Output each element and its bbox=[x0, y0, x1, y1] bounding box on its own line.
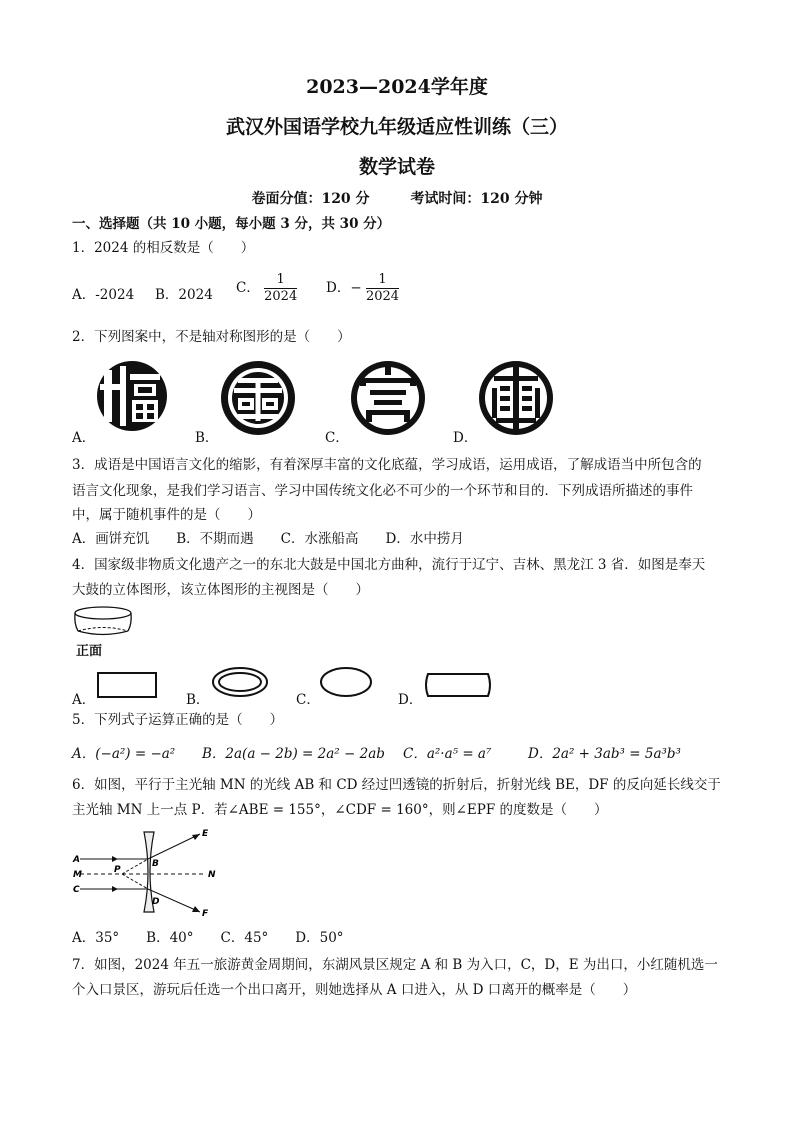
q4-line1: 4．国家级非物质文化遗产之一的东北大鼓是中国北方曲种，流行于辽宁、吉林、黑龙江 3 省．如图是奉天 bbox=[72, 557, 706, 573]
q2-option-c: C． bbox=[325, 430, 349, 446]
q3-line3: 中，属于随机事件的是（ ） bbox=[72, 507, 261, 523]
score-label: 卷面分值：120 分 bbox=[251, 191, 370, 207]
q2-option-d: D． bbox=[453, 430, 478, 446]
fraction-denominator: 2024 bbox=[264, 289, 298, 304]
q1-d-fraction bbox=[366, 272, 399, 305]
drum-3d-figure-icon bbox=[72, 604, 136, 640]
section-title: 一、选择题（共 10 小题，每小题 3 分，共 30 分） bbox=[72, 216, 391, 232]
q4-option-c: C． bbox=[296, 692, 320, 708]
q4-line2: 大鼓的立体图形，该立体图形的主视图是（ ） bbox=[72, 582, 369, 598]
fraction-denominator: 2024 bbox=[365, 289, 400, 304]
q6-line2: 主光轴 MN 上一点 P．若∠ABE = 155°，∠CDF = 160°，则∠EPF 的度数是（ ） bbox=[72, 802, 608, 818]
front-view-label: 正面 bbox=[76, 644, 103, 659]
q1-c-fraction bbox=[264, 272, 297, 305]
q5-stem: 5．下列式子运算正确的是（ ） bbox=[72, 712, 284, 728]
exam-title: 武汉外国语学校九年级适应性训练（三） bbox=[225, 116, 568, 138]
fraction-numerator: 1 bbox=[366, 272, 399, 289]
label-N: N bbox=[208, 870, 216, 880]
q1-option-d bbox=[326, 272, 399, 305]
ellipse-view-icon bbox=[318, 664, 374, 700]
q3-line2: 语言文化现象，是我们学习语言、学习中国传统文化必不可少的一个环节和目的．下列成语所描述的事件 bbox=[72, 483, 693, 499]
longevity-pattern-icon bbox=[220, 360, 296, 436]
concave-lens-diagram bbox=[72, 826, 222, 918]
label-E: E bbox=[202, 829, 209, 839]
fu-character-pattern-icon bbox=[96, 360, 168, 432]
school-year: 2023—2024学年度 bbox=[306, 76, 488, 98]
label-P: P bbox=[114, 865, 121, 875]
ring-view-icon bbox=[210, 664, 270, 700]
q2-stem: 2．下列图案中，不是轴对称图形的是（ ） bbox=[72, 329, 351, 345]
fraction-numerator: 1 bbox=[264, 272, 297, 289]
q2-option-a: A． bbox=[72, 430, 96, 446]
q1-c-prefix: C． bbox=[236, 280, 260, 296]
q5-option-c: C．a²·a⁵ = a⁷ bbox=[403, 746, 492, 762]
q4-option-b: B． bbox=[186, 692, 210, 708]
label-F: F bbox=[202, 909, 209, 918]
seal-pattern-icon bbox=[478, 360, 554, 436]
q3-line1: 3．成语是中国语言文化的缩影，有着深厚丰富的文化底蕴，学习成语，运用成语，了解成语当中所包含的 bbox=[72, 457, 702, 473]
q1-option-a: A．-2024 bbox=[72, 287, 135, 303]
q4-option-d: D． bbox=[398, 692, 423, 708]
q5-option-a: A．(−a²) = −a² bbox=[72, 746, 176, 762]
q6-line1: 6．如图，平行于主光轴 MN 的光线 AB 和 CD 经过凹透镜的折射后，折射光线 BE，DF 的反向延长线交于 bbox=[72, 777, 721, 793]
q5-option-b: B．2a(a − 2b) = 2a² − 2ab bbox=[202, 746, 385, 762]
barrel-view-icon bbox=[422, 670, 494, 700]
label-D: D bbox=[152, 897, 160, 907]
q5-option-d: D．2a² + 3ab³ = 5a³b³ bbox=[528, 746, 681, 762]
q7-line1: 7．如图，2024 年五一旅游黄金周期间，东湖风景区规定 A 和 B 为入口，C，D，E 为出口，小红随机选一 bbox=[72, 957, 718, 973]
q1-option-c bbox=[236, 272, 297, 305]
q7-line2: 个入口景区，游玩后任选一个出口离开，则她选择从 A 口进入，从 D 口离开的概率是（ ） bbox=[72, 982, 637, 998]
exam-info bbox=[0, 188, 794, 208]
time-label: 考试时间：120 分钟 bbox=[410, 191, 543, 207]
q3-options: A．画饼充饥 B．不期而遇 C．水涨船高 D．水中捞月 bbox=[72, 531, 464, 547]
label-B: B bbox=[152, 859, 159, 869]
label-A: A bbox=[73, 855, 80, 865]
q4-option-a: A． bbox=[72, 692, 96, 708]
rectangle-view-icon bbox=[96, 670, 158, 700]
q1-stem: 1．2024 的相反数是（ ） bbox=[72, 240, 255, 256]
subject-title: 数学试卷 bbox=[358, 156, 435, 178]
q1-d-prefix: D．− bbox=[326, 280, 362, 296]
label-C: C bbox=[73, 885, 80, 895]
q6-options: A．35° B．40° C．45° D．50° bbox=[72, 930, 344, 946]
q1-option-b: B．2024 bbox=[155, 287, 213, 303]
roof-pattern-icon bbox=[350, 360, 426, 436]
q2-option-b: B． bbox=[195, 430, 219, 446]
label-M: M bbox=[73, 870, 82, 880]
